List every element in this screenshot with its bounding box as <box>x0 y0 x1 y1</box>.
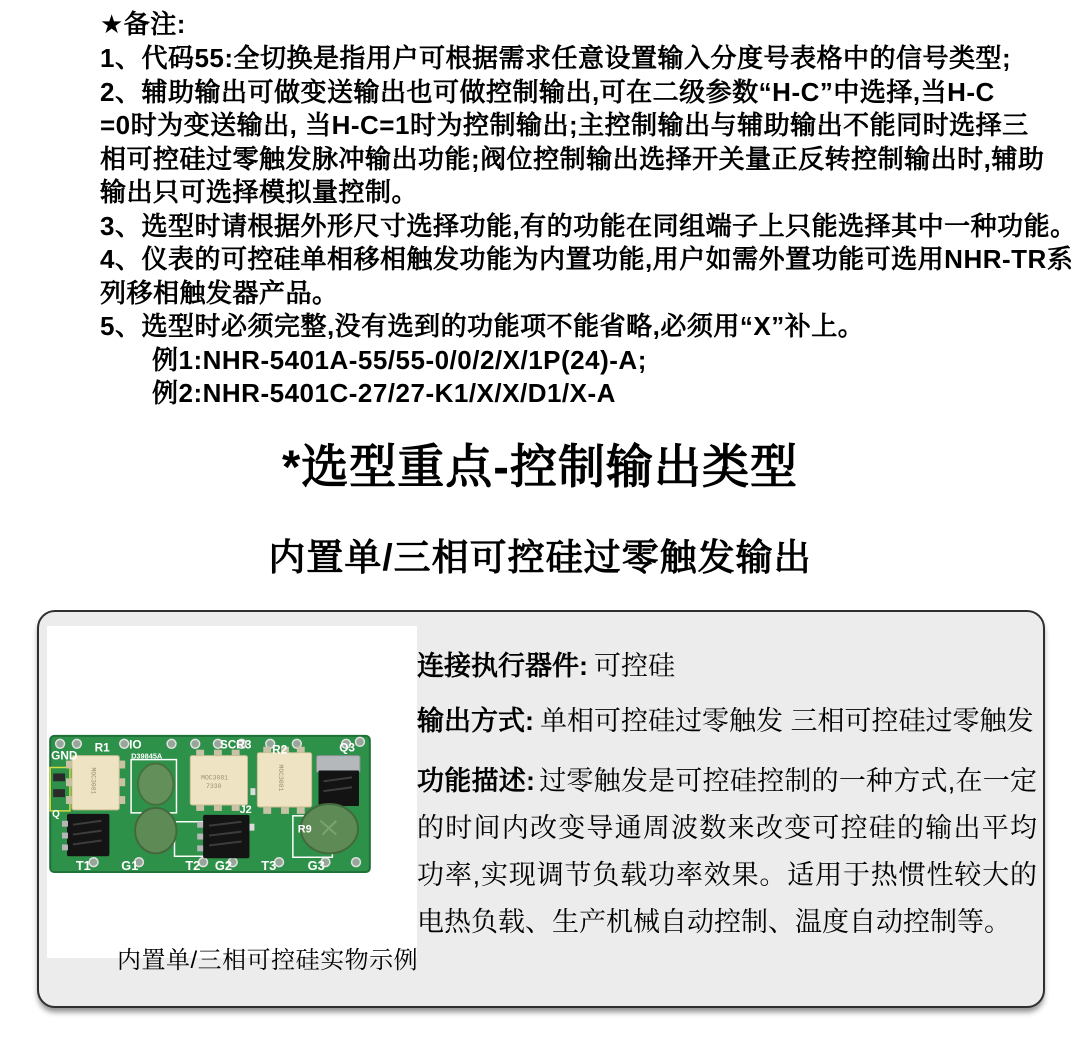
section-heading: *选型重点-控制输出类型 <box>282 440 798 493</box>
optocoupler-right <box>257 747 311 814</box>
field-output-mode-label: 输出方式: <box>417 706 534 736</box>
power-device-q3 <box>317 756 360 806</box>
notes-title: ★备注: <box>100 9 186 39</box>
field-actuator-label: 连接执行器件: <box>417 651 588 681</box>
note-line-1: 1、代码55:全切换是指用户可根据需求任意设置输入分度号表格中的信号类型; <box>100 43 1012 73</box>
label-dcode: D39845A <box>131 751 163 761</box>
note-line-2: 2、辅助输出可做变送输出也可做控制输出,可在二级参数“H-C”中选择,当H-C <box>100 76 995 107</box>
chip-marking: MOC3081 <box>89 767 97 795</box>
note-line-2d: 输出只可选择模拟量控制。 <box>100 177 419 207</box>
optocoupler-center <box>190 750 247 811</box>
label-scr3: SCR3 <box>219 737 252 752</box>
example-line-2: 例2:NHR-5401C-27/27-K1/X/X/D1/X-A <box>152 378 616 408</box>
label-r9: R9 <box>297 823 312 836</box>
pcb-board-image <box>47 730 375 876</box>
label-t3: T3 <box>261 858 277 874</box>
optocoupler-left <box>66 756 125 810</box>
field-actuator-value: 可控硅 <box>594 651 675 681</box>
note-line-3: 3、选型时请根据外形尺寸选择功能,有的功能在同组端子上只能选择其中一种功能。 <box>100 210 1077 241</box>
field-description-value: 过零触发是可控硅控制的一种方式,在一定的时间内改变导通周波数来改变可控硅的输出平均功率,实现调节负载功率效果。适用于热惯性较大的电热负载、生产机械自动控制、温度自动控制等。 <box>417 766 1037 937</box>
product-card <box>37 610 1045 1008</box>
label-t1: T1 <box>75 858 91 874</box>
triac-t1 <box>62 814 109 856</box>
label-g2: G2 <box>214 858 233 874</box>
label-q3: Q3 <box>339 740 356 755</box>
label-t2: T2 <box>185 858 201 874</box>
chip-marking: MOC3081 <box>277 764 285 792</box>
label-io: IO <box>129 737 142 752</box>
note-line-4b: 列移相触发器产品。 <box>100 277 339 308</box>
field-description <box>417 758 1037 946</box>
example-line-1: 例1:NHR-5401A-55/55-0/0/2/X/1P(24)-A; <box>152 344 647 375</box>
card-info <box>417 648 1037 946</box>
label-gnd: GND <box>51 748 78 763</box>
field-output-mode <box>417 703 1037 739</box>
label-r2: R2 <box>272 742 288 757</box>
label-j2: J2 <box>239 803 252 816</box>
note-line-2b: =0时为变送输出, 当H-C=1时为控制输出;主控制输出与辅助输出不能同时选择三 <box>100 110 1029 140</box>
label-g3: G3 <box>307 858 325 874</box>
label-g1: G1 <box>121 858 139 874</box>
chip-marking: MOC3081 <box>201 774 229 782</box>
notes-section <box>100 6 1077 411</box>
label-q: Q <box>52 808 60 820</box>
note-line-4: 4、仪表的可控硅单相移相触发功能为内置功能,用户如需外置功能可选用NHR-TR系 <box>100 244 1074 274</box>
chip-marking-2: 7330 <box>206 783 222 791</box>
triac-center <box>197 815 249 858</box>
note-line-5: 5、选型时必须完整,没有选到的功能项不能省略,必须用“X”补上。 <box>100 311 865 341</box>
section-subheading: 内置单/三相可控硅过零触发输出 <box>268 537 812 578</box>
note-line-2c: 相可控硅过零触发脉冲输出功能;阀位控制输出选择开关量正反转控制输出时,辅助 <box>100 143 1045 174</box>
field-actuator <box>417 648 1037 684</box>
field-description-label: 功能描述: <box>417 766 535 796</box>
pcb-caption: 内置单/三相可控硅实物示例 <box>117 947 419 974</box>
label-r1: R1 <box>94 740 110 755</box>
field-output-mode-value: 单相可控硅过零触发 三相可控硅过零触发 <box>540 706 1034 736</box>
